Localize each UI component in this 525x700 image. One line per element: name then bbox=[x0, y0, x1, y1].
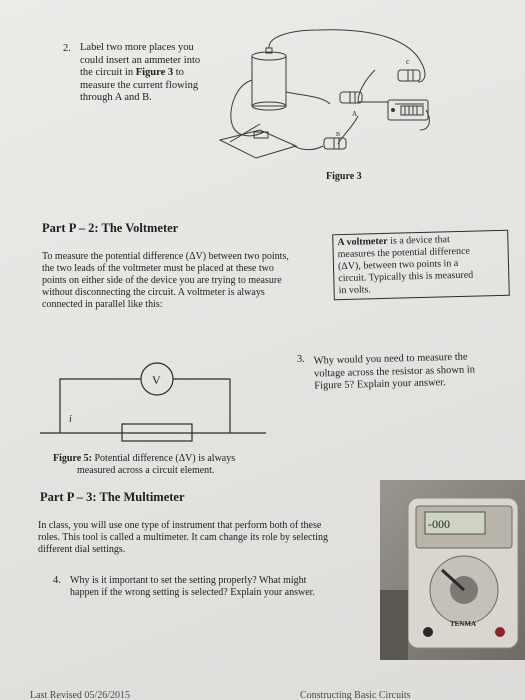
definition-line: in volts. bbox=[338, 284, 372, 297]
label-a: A bbox=[352, 110, 358, 118]
multimeter-brand: TENMA bbox=[450, 620, 477, 628]
part-p3-line: different dial settings. bbox=[38, 544, 126, 555]
part-p2-line: points on either side of the device you are trying to measure bbox=[42, 275, 282, 286]
multimeter-photo bbox=[380, 480, 525, 660]
part-p3-heading: Part P – 3: The Multimeter bbox=[40, 490, 185, 504]
question-3-line: Figure 5? Explain your answer. bbox=[314, 377, 446, 392]
part-p3-line: In class, you will use one type of instrument that perform both of these bbox=[38, 520, 322, 531]
question-2-line: could insert an ammeter into bbox=[80, 54, 201, 66]
part-p2-line: connected in parallel like this: bbox=[42, 299, 163, 310]
question-2-line: through A and B. bbox=[80, 92, 152, 103]
question-2-line: measure the current flowing bbox=[80, 79, 199, 91]
definition-line: circuit. Typically this is measured bbox=[338, 269, 474, 285]
question-2-line-part: to bbox=[173, 67, 184, 78]
figure-5-caption bbox=[53, 453, 235, 477]
question-3-number: 3. bbox=[297, 354, 305, 365]
part-p2-heading: Part P – 2: The Voltmeter bbox=[42, 221, 179, 235]
question-3-line: Why would you need to measure the bbox=[313, 351, 468, 367]
footer-title: Constructing Basic Circuits bbox=[300, 690, 411, 700]
label-b: B bbox=[336, 132, 341, 138]
bulb-b-icon bbox=[324, 138, 346, 149]
part-p3-line: roles. This tool is called a multimeter. It cam change its role by selecting bbox=[38, 532, 329, 543]
figure-5-caption-line bbox=[53, 453, 235, 465]
figure-5-caption-part: Potential difference (ΔV) is always bbox=[91, 453, 236, 464]
bulb-c-icon bbox=[398, 70, 420, 81]
definition-line: measures the potential difference bbox=[337, 245, 471, 261]
part-p2-line: the two leads of the voltmeter must be placed at these two bbox=[42, 263, 274, 274]
question-4-text bbox=[70, 575, 380, 599]
multimeter-display: -000 bbox=[428, 517, 450, 531]
figure-5-circuit-diagram bbox=[40, 350, 270, 450]
voltmeter-definition-box bbox=[332, 230, 510, 301]
part-p2-line: To measure the potential difference (ΔV) between two points, bbox=[42, 251, 289, 262]
definition-line-part: is a device that bbox=[387, 234, 450, 247]
multimeter-icon bbox=[380, 480, 525, 660]
question-3-text bbox=[314, 350, 515, 393]
figure-3-circuit-diagram bbox=[200, 20, 450, 170]
question-2-line-part: the circuit in bbox=[80, 67, 136, 78]
question-2-number: 2. bbox=[63, 43, 71, 54]
figure-5-caption-line: measured across a circuit element. bbox=[77, 465, 215, 476]
question-4-line: happen if the wrong setting is selected? Explain your answer. bbox=[70, 587, 315, 598]
voltmeter-label: V bbox=[152, 373, 161, 387]
switch-icon bbox=[220, 124, 296, 158]
current-label: i bbox=[69, 414, 72, 425]
figure-5-caption-label: Figure 5: bbox=[53, 453, 92, 464]
label-c: c bbox=[406, 57, 410, 66]
part-p3-body bbox=[38, 520, 378, 556]
battery-icon bbox=[252, 48, 286, 110]
definition-line: (ΔV), between two points in a bbox=[337, 258, 459, 273]
question-4-number: 4. bbox=[53, 575, 61, 586]
question-3-line: voltage across the resistor as shown in bbox=[313, 363, 476, 380]
question-4-line: Why is it important to set the setting properly? What might bbox=[70, 575, 307, 586]
ammeter-icon bbox=[388, 100, 428, 120]
definition-term: A voltmeter bbox=[337, 235, 388, 249]
part-p2-body bbox=[42, 251, 342, 311]
figure-3-caption: Figure 3 bbox=[326, 171, 362, 182]
part-p2-line: without disconnecting the circuit. A voltmeter is always bbox=[42, 287, 265, 298]
footer-revision: Last Revised 05/26/2015 bbox=[30, 690, 130, 700]
figure-3-reference: Figure 3 bbox=[135, 67, 174, 78]
question-2-line: Label two more places you bbox=[80, 42, 194, 53]
